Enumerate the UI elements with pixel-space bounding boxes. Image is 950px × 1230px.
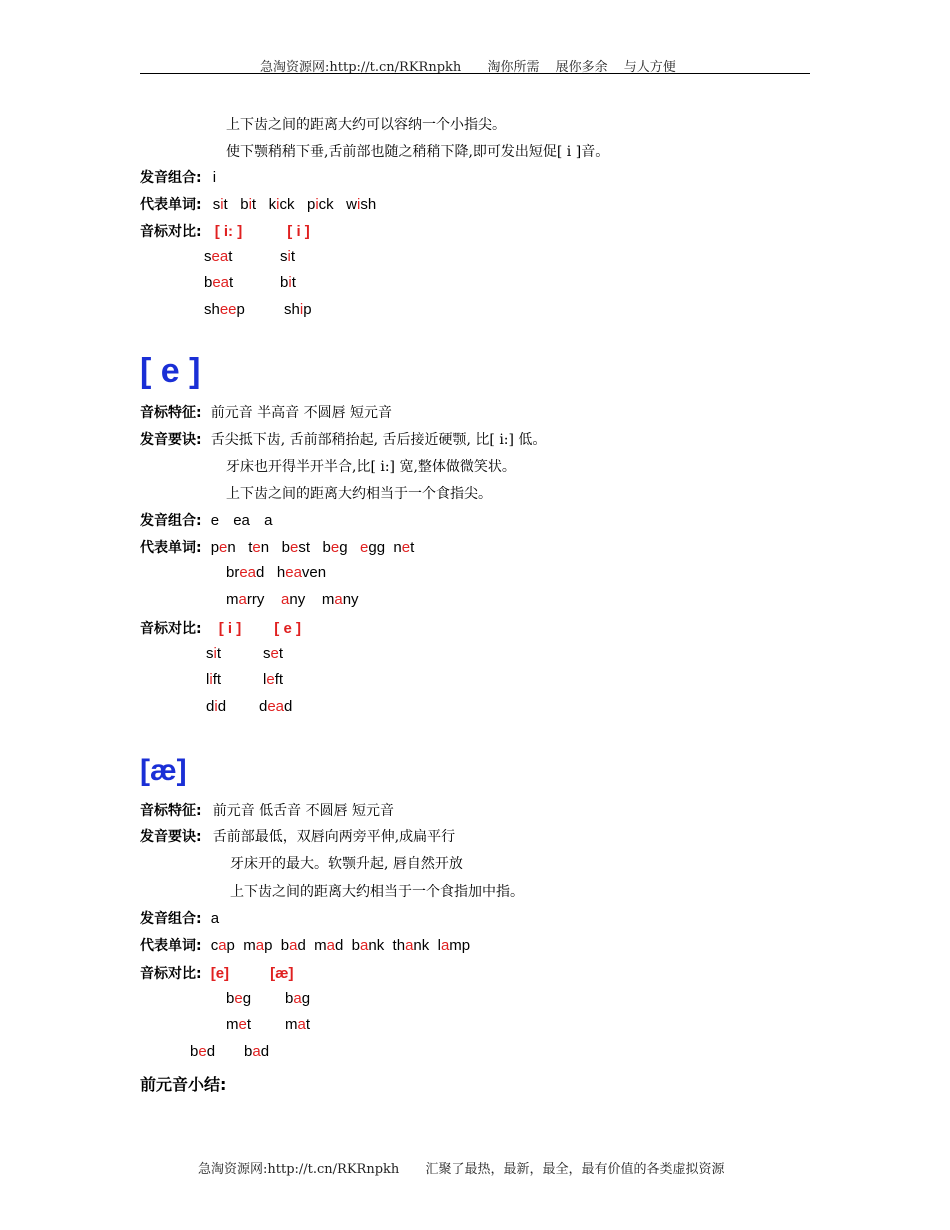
e-feature-value: 前元音 半高音 不圆唇 短元音 [210, 405, 393, 421]
ae-pair-3-b: bad [244, 1043, 270, 1060]
word-pen: pen [210, 539, 236, 556]
word-bank: bank [351, 937, 385, 954]
i-words-row [140, 194, 376, 214]
word-pick: pick [306, 196, 334, 213]
ae-tip-line-3: 上下齿之间的距离大约相当于一个食指加中指。 [230, 884, 524, 900]
ae-pair-2-a: met [226, 1016, 252, 1033]
ae-compare-b: [æ] [270, 965, 294, 982]
word-mad: mad [314, 937, 344, 954]
e-word-list-2 [226, 564, 326, 581]
ae-word-list [211, 937, 470, 954]
i-pair-1-b: sit [280, 248, 296, 265]
i-combo-row [140, 167, 216, 187]
e-feature-label: 音标特征: [140, 405, 202, 421]
e-feature-row [140, 402, 392, 422]
e-pair-3-a: did [206, 698, 227, 715]
i-word-list [213, 196, 377, 213]
word-sit: sit [212, 196, 228, 213]
e-word-list-1 [211, 539, 415, 556]
e-pair-1-b: set [263, 645, 284, 662]
word-beg: beg [322, 539, 348, 556]
e-pair-3-b: dead [259, 698, 293, 715]
word-map: map [243, 937, 273, 954]
i-compare-row [140, 221, 310, 241]
word-heaven: heaven [276, 564, 327, 581]
word-ten: ten [248, 539, 270, 556]
e-word-list-3 [226, 591, 359, 608]
i-compare-a: [ i: ] [214, 223, 243, 240]
ae-compare-row [140, 963, 293, 983]
ae-feature-label: 音标特征: [140, 803, 202, 819]
word-any: any [281, 591, 306, 608]
e-tip-line-1: 舌尖抵下齿, 舌前部稍抬起, 舌后接近硬颚, 比[ i:] 低。 [210, 432, 547, 448]
ae-combo-value: a [210, 910, 220, 927]
header-slogan-2: 展你多余 [555, 60, 608, 75]
header-slogan-1: 淘你所需 [487, 60, 540, 75]
ae-combo-row [140, 908, 219, 928]
word-cap: cap [210, 937, 235, 954]
header-divider [140, 73, 810, 74]
word-bread: bread [226, 564, 265, 581]
e-combo-row [140, 510, 272, 530]
i-tip-line-2: 使下颚稍稍下垂,舌前部也随之稍稍下降,即可发出短促[ i ]音。 [226, 144, 610, 160]
e-pair-2-a: lift [206, 671, 222, 688]
word-thank: thank [392, 937, 430, 954]
e-tip-label: 发音要诀: [140, 432, 202, 448]
ae-words-label: 代表单词: [140, 938, 202, 954]
i-compare-label: 音标对比: [140, 224, 202, 240]
ae-words-row [140, 935, 470, 955]
i-words-label: 代表单词: [140, 197, 202, 213]
word-best: best [281, 539, 310, 556]
summary-title: 前元音小结: [140, 1075, 227, 1094]
i-pair-1-a: seat [204, 248, 233, 265]
e-tip-row [140, 429, 546, 449]
e-words-row-1 [140, 537, 414, 557]
word-kick: kick [268, 196, 295, 213]
word-egg: egg [360, 539, 386, 556]
word-bit: bit [240, 196, 257, 213]
e-pair-1-a: sit [206, 645, 222, 662]
e-compare-row [140, 618, 301, 638]
ae-feature-row [140, 800, 394, 820]
ae-combo-label: 发音组合: [140, 911, 202, 927]
word-many: many [321, 591, 359, 608]
ae-tip-row [140, 826, 455, 846]
footer-site: 急淘资源网:http://t.cn/RKRnpkh [198, 1162, 400, 1177]
page-footer [198, 1158, 724, 1177]
i-pair-3-a: sheep [204, 301, 245, 318]
word-marry: marry [226, 591, 265, 608]
ae-symbol-heading: [æ] [140, 754, 187, 787]
i-combo-value: i [212, 169, 217, 186]
i-combo-label: 发音组合: [140, 170, 202, 186]
word-wish: wish [346, 196, 377, 213]
ae-pair-3-a: bed [190, 1043, 216, 1060]
i-pair-2-a: beat [204, 274, 234, 291]
header-site: 急淘资源网:http://t.cn/RKRnpkh [260, 60, 462, 75]
e-compare-a: [ i ] [218, 620, 242, 637]
e-words-label: 代表单词: [140, 540, 202, 556]
ae-compare-a: [e] [210, 965, 230, 982]
e-combo-value: e ea a [210, 512, 273, 529]
i-tip-line-1: 上下齿之间的距离大约可以容纳一个小指尖。 [226, 117, 506, 133]
e-compare-label: 音标对比: [140, 621, 202, 637]
e-tip-line-3: 上下齿之间的距离大约相当于一个食指尖。 [226, 486, 492, 502]
ae-compare-label: 音标对比: [140, 966, 202, 982]
ae-tip-line-2: 牙床开的最大。软颚升起, 唇自然开放 [230, 856, 463, 872]
ae-pair-1-a: beg [226, 990, 252, 1007]
e-symbol-heading: [ e ] [140, 352, 201, 390]
e-pair-2-b: left [263, 671, 284, 688]
ae-tip-label: 发音要诀: [140, 829, 202, 845]
footer-tagline: 汇聚了最热，最新，最全，最有价值的各类虚拟资源 [425, 1162, 725, 1177]
i-pair-3-b: ship [284, 301, 312, 318]
e-tip-line-2: 牙床也开得半开半合,比[ i:] 宽,整体做微笑状。 [226, 459, 516, 475]
i-compare-b: [ i ] [287, 223, 310, 240]
ae-tip-line-1: 舌前部最低，双唇向两旁平伸,成扁平行 [212, 829, 456, 845]
e-compare-b: [ e ] [274, 620, 301, 637]
word-net: net [393, 539, 415, 556]
ae-feature-value: 前元音 低舌音 不圆唇 短元音 [212, 803, 395, 819]
header-slogan-3: 与人方便 [623, 60, 676, 75]
e-combo-label: 发音组合: [140, 513, 202, 529]
i-pair-2-b: bit [280, 274, 296, 291]
word-bad: bad [280, 937, 306, 954]
word-lamp: lamp [437, 937, 471, 954]
ae-pair-1-b: bag [285, 990, 311, 1007]
ae-pair-2-b: mat [285, 1016, 311, 1033]
